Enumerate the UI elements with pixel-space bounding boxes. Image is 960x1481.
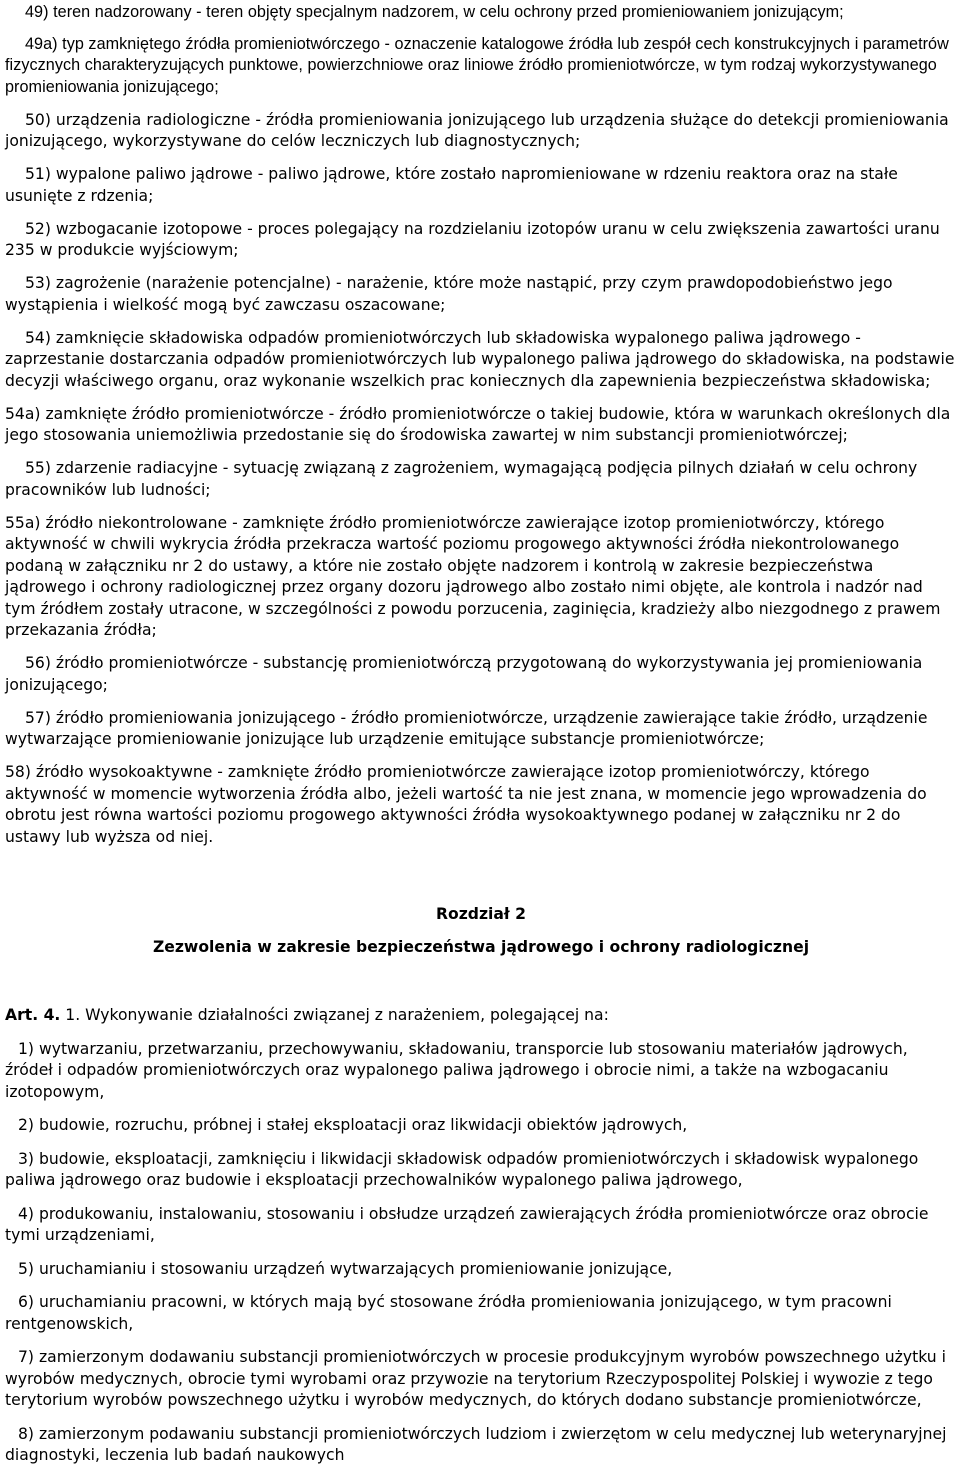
definition-49: 49) teren nadzorowany - teren objęty specjalnym nadzorem, w celu ochrony przed promieniowaniem jonizującym; <box>25 3 844 21</box>
article-items <box>5 1039 957 1467</box>
definition-54a: 54a) zamknięte źródło promieniotwórcze - źródło promieniotwórcze o takiej budowie, która w warunkach określonych dla jego stosowania uniemożliwia przedostanie się do środowiska zawartej w nim substancji promieniotwórczej; <box>5 404 951 444</box>
article-heading <box>5 1005 957 1027</box>
article-label: Art. 4. <box>5 1006 61 1024</box>
definition-55a: 55a) źródło niekontrolowane - zamknięte źródło promieniotwórcze zawierające izotop promieniotwórczy, którego aktywność w chwili wykrycia źródła przekracza wartość poziomu progowego aktywności źródła niekontrolowanego podaną w załączniku nr 2 do ustawy, a które nie zostało objęte nadzorem i kontrolą w zakresie bezpieczeństwa jądrowego i ochrony radiologicznej przez organy dozoru jądrowego albo zostało nimi objęte, ale kontrola i nadzór nad tym źródłem zostały utracone, w szczególności z powodu porzucenia, zaginięcia, kradzieży albo niezgodnego z prawem przekazania źródła; <box>5 513 941 639</box>
document-page <box>5 2 957 1479</box>
list-item: 6) uruchamianiu pracowni, w których mają być stosowane źródła promieniowania jonizującego, w tym pracowni rentgenowskich, <box>5 1293 892 1333</box>
definition-55: 55) zdarzenie radiacyjne - sytuację związaną z zagrożeniem, wymagającą podjęcia pilnych działań w celu ochrony pracowników lub ludności; <box>5 459 918 499</box>
list-item: 3) budowie, eksploatacji, zamknięciu i likwidacji składowisk odpadów promieniotwórczych i składowisk wypalonego paliwa jądrowego oraz budowie i eksploatacji przechowalników wypalonego paliwa jądrowego, <box>5 1149 919 1189</box>
list-item: 8) zamierzonym podawaniu substancji promieniotwórczych ludziom i zwierzętom w celu medycznej lub weterynaryjnej diagnostyki, leczenia lub badań naukowych <box>5 1424 947 1464</box>
article-intro: 1. Wykonywanie działalności związanej z narażeniem, polegającej na: <box>60 1006 609 1024</box>
definition-51: 51) wypalone paliwo jądrowe - paliwo jądrowe, które zostało napromieniowane w rdzeniu reaktora oraz na stałe usunięte z rdzenia; <box>5 165 898 205</box>
definition-50: 50) urządzenia radiologiczne - źródła promieniowania jonizującego lub urządzenia służące do detekcji promieniowania jonizującego, wykorzystywane do celów leczniczych lub diagnostycznych; <box>5 110 949 150</box>
chapter-title: Zezwolenia w zakresie bezpieczeństwa jądrowego i ochrony radiologicznej <box>152 937 810 956</box>
list-item: 5) uruchamianiu i stosowaniu urządzeń wytwarzających promieniowanie jonizujące, <box>18 1259 673 1278</box>
list-item: 1) wytwarzaniu, przetwarzaniu, przechowywaniu, składowaniu, transporcie lub stosowaniu materiałów jądrowych, źródeł i odpadów promieniotwórczych oraz wypalonego paliwa jądrowego i obrocie nimi, a także na wzbogacaniu izotopowym, <box>5 1039 908 1101</box>
list-item: 7) zamierzonym dodawaniu substancji promieniotwórczych w procesie produkcyjnym wyrobów powszechnego użytku i wyrobów medycznych, obrocie tymi wyrobami oraz przywozie na terytorium Rzeczypospolitej Polskiej i wywozie z tego terytorium wyrobów powszechnego użytku i wyrobów medycznych, do których dodano substancje promieniotwórcze, <box>5 1348 946 1409</box>
list-item: 2) budowie, rozruchu, próbnej i stałej eksploatacji oraz likwidacji obiektów jądrowych, <box>18 1116 688 1134</box>
definition-52: 52) wzbogacanie izotopowe - proces polegający na rozdzielaniu izotopów uranu w celu zwiększenia zawartości uranu 235 w produkcie wyjściowym; <box>5 219 940 259</box>
definition-58: 58) źródło wysokoaktywne - zamknięte źródło promieniotwórcze zawierające izotop promieniotwórczy, którego aktywność w momencie wytworzenia źródła albo, jeżeli wartość ta nie jest znana, w momencie jego wprowadzenia do obrotu jest równa wartości poziomu progowego aktywności źródła wysokoaktywnego podanej w załączniku nr 2 do ustawy lub wyższa od niej. <box>5 763 927 846</box>
chapter-number: Rozdział 2 <box>436 905 526 923</box>
definition-54: 54) zamknięcie składowiska odpadów promieniotwórczych lub składowiska wypalonego paliwa jądrowego - zaprzestanie dostarczania odpadów promieniotwórczych lub wypalonego paliwa jądrowego do składowiska, na podstawie decyzji właściwego organu, oraz wykonanie wszelkich prac koniecznych dla zapewnienia bezpieczeństwa składowiska; <box>5 328 955 390</box>
definitions-list <box>5 2 957 848</box>
list-item: 4) produkowaniu, instalowaniu, stosowaniu i obsłudze urządzeń zawierających źródła promieniotwórcze oraz obrocie tymi urządzeniami, <box>5 1204 929 1244</box>
definition-57: 57) źródło promieniowania jonizującego - źródło promieniotwórcze, urządzenie zawierające takie źródło, urządzenie wytwarzające promieniowanie jonizujące lub urządzenie emitujące substancje promieniotwórcze; <box>5 708 928 748</box>
definition-56: 56) źródło promieniotwórcze - substancję promieniotwórczą przygotowaną do wykorzystywania jej promieniowania jonizującego; <box>5 654 923 694</box>
definition-49a: 49a) typ zamkniętego źródła promieniotwórczego - oznaczenie katalogowe źródła lub zespół cech konstrukcyjnych i parametrów fizycznych charakteryzujących punktowe, powierzchniowe oraz liniowe źródło promieniotwórcze, w tym rodzaj wykorzystywanego promieniowania jonizującego; <box>5 34 949 96</box>
definition-53: 53) zagrożenie (narażenie potencjalne) - narażenie, które może nastąpić, przy czym prawdopodobieństwo jego wystąpienia i wielkość mogą być zawczasu oszacowane; <box>5 274 893 314</box>
